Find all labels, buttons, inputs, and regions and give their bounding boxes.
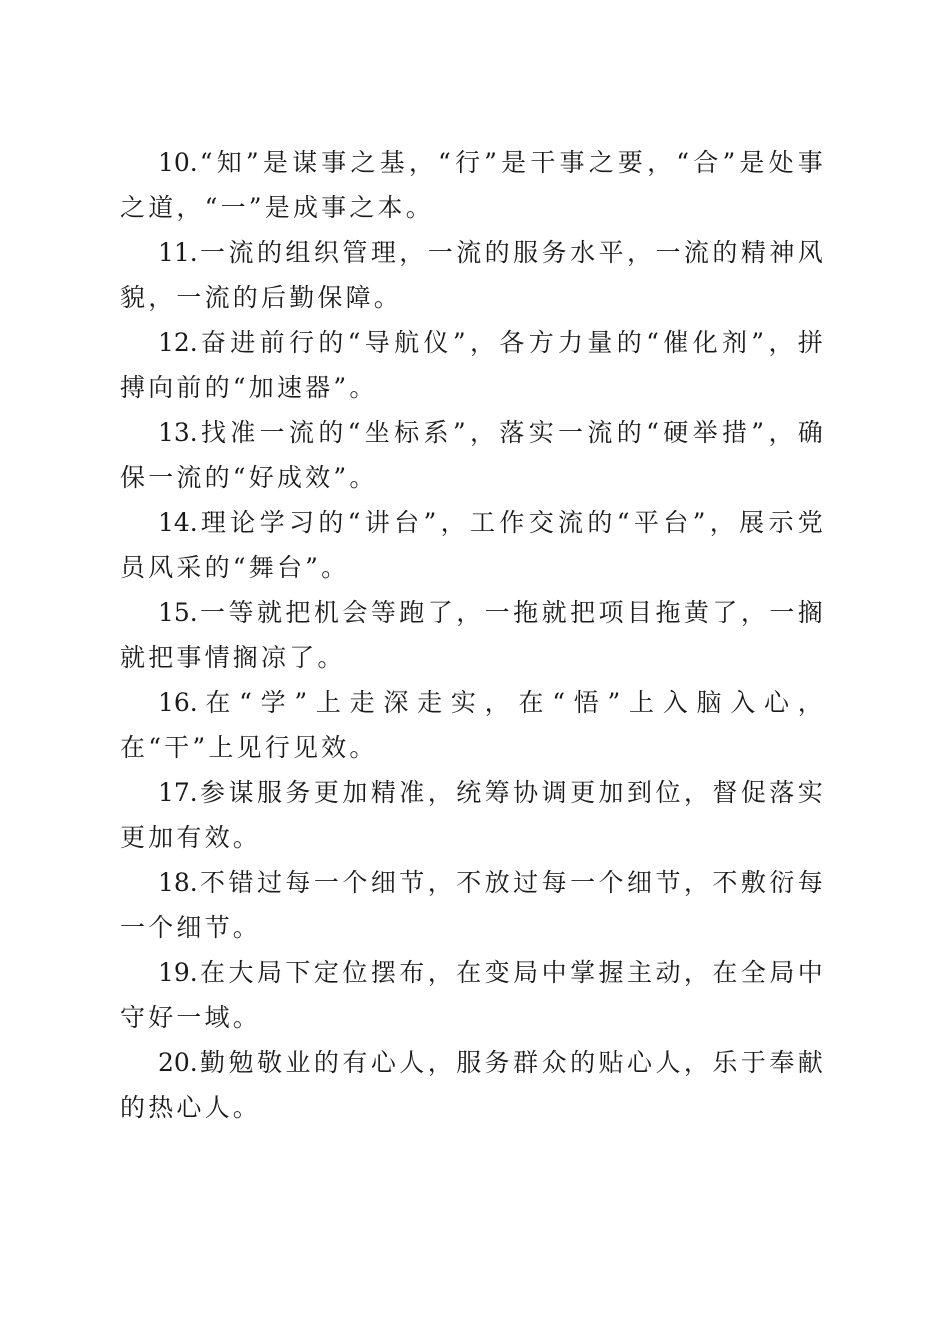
item-number: 20.: [158, 1048, 198, 1077]
list-item: [120, 770, 826, 860]
item-text: 一等就把机会等跑了，一拖就把项目拖黄了，一搁就把事情搁凉了。: [120, 598, 826, 672]
item-text: 不错过每一个细节，不放过每一个细节，不敷衍每一个细节。: [120, 868, 826, 942]
list-item: [120, 950, 826, 1040]
item-number: 19.: [158, 958, 198, 987]
numbered-list: [120, 140, 826, 1130]
item-text: 找准一流的“坐标系”，落实一流的“硬举措”，确保一流的“好成效”。: [120, 418, 826, 492]
item-number: 11.: [158, 238, 198, 267]
item-text: 参谋服务更加精准，统筹协调更加到位，督促落实更加有效。: [120, 778, 826, 852]
item-number: 15.: [158, 598, 198, 627]
list-item: [120, 410, 826, 500]
item-number: 12.: [158, 328, 198, 357]
item-number: 14.: [158, 508, 198, 537]
list-item: [120, 860, 826, 950]
item-number: 17.: [158, 778, 198, 807]
item-text: 在“学”上走深走实，在“悟”上入脑入心，在“干”上见行见效。: [120, 688, 826, 762]
list-item: [120, 320, 826, 410]
item-number: 18.: [158, 868, 198, 897]
item-text: 一流的组织管理，一流的服务水平，一流的精神风貌，一流的后勤保障。: [120, 238, 826, 312]
item-text: 勤勉敬业的有心人，服务群众的贴心人，乐于奉献的热心人。: [120, 1048, 826, 1122]
item-number: 16.: [158, 688, 198, 717]
item-number: 13.: [158, 418, 198, 447]
item-text: 理论学习的“讲台”，工作交流的“平台”，展示党员风采的“舞台”。: [120, 508, 826, 582]
list-item: [120, 230, 826, 320]
list-item: [120, 590, 826, 680]
list-item: [120, 140, 826, 230]
list-item: [120, 680, 826, 770]
item-text: 奋进前行的“导航仪”，各方力量的“催化剂”，拼搏向前的“加速器”。: [120, 328, 826, 402]
item-text: 在大局下定位摆布，在变局中掌握主动，在全局中守好一域。: [120, 958, 826, 1032]
item-number: 10.: [158, 148, 198, 177]
list-item: [120, 500, 826, 590]
list-item: [120, 1040, 826, 1130]
item-text: “知”是谋事之基，“行”是干事之要，“合”是处事之道，“一”是成事之本。: [120, 148, 826, 222]
